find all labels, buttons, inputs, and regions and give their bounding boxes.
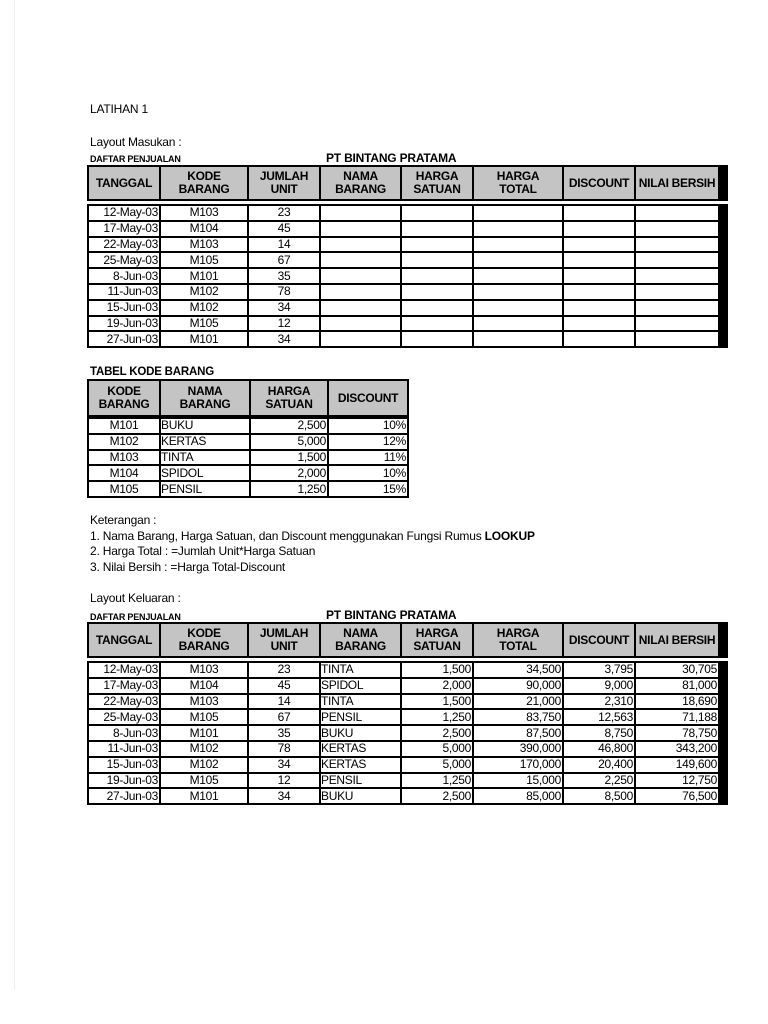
- header-harga-total: HARGA TOTAL: [474, 624, 562, 656]
- table-cell: 1,500: [402, 663, 472, 677]
- table-cell: [402, 317, 472, 331]
- table-cell: [636, 332, 718, 346]
- code-table: [87, 417, 409, 498]
- table-cell: [474, 269, 562, 283]
- table-cell: 5,000: [251, 435, 327, 449]
- table-cell: M102: [89, 435, 159, 449]
- header-discount: DISCOUNT: [329, 381, 407, 415]
- table-cell: 2,310: [564, 695, 634, 709]
- table-cell: 2,500: [402, 789, 472, 803]
- table-cell: 12-May-03: [89, 206, 159, 220]
- table-cell: 2,500: [402, 726, 472, 740]
- header-discount: DISCOUNT: [564, 624, 634, 656]
- header-harga-satuan: HARGA SATUAN: [402, 624, 472, 656]
- table-cell: 15%: [329, 482, 407, 496]
- header-tanggal: TANGGAL: [89, 624, 159, 656]
- table-cell: [321, 317, 400, 331]
- table-cell: M105: [161, 710, 247, 724]
- table-cell: 12%: [329, 435, 407, 449]
- header-nama-barang: NAMA BARANG: [321, 624, 400, 656]
- header-harga-satuan: HARGA SATUAN: [402, 167, 472, 199]
- table-cell: 12-May-03: [89, 663, 159, 677]
- table-cell: [564, 222, 634, 236]
- table-cell: 12: [249, 317, 319, 331]
- table-cell: 23: [249, 206, 319, 220]
- output-company-name: PT BINTANG PRATAMA: [326, 608, 457, 622]
- header-nama-barang: NAMA BARANG: [321, 167, 400, 199]
- table-cell: 12,750: [636, 774, 718, 788]
- table-cell: M104: [161, 222, 247, 236]
- table-cell: 83,750: [474, 710, 562, 724]
- table-cell: [564, 301, 634, 315]
- code-table-title: TABEL KODE BARANG: [90, 366, 214, 378]
- table-cell: 3,795: [564, 663, 634, 677]
- table-cell: 8-Jun-03: [89, 726, 159, 740]
- input-table: [87, 204, 728, 348]
- notes-label: Keterangan :: [90, 513, 157, 527]
- table-cell: 45: [249, 222, 319, 236]
- table-cell: 14: [249, 238, 319, 252]
- table-cell: M101: [161, 332, 247, 346]
- table-cell: 11-Jun-03: [89, 285, 159, 299]
- table-cell: 17-May-03: [89, 679, 159, 693]
- table-cell: [321, 238, 400, 252]
- table-cell: 18,690: [636, 695, 718, 709]
- table-cell: [402, 332, 472, 346]
- table-cell: [636, 253, 718, 267]
- table-cell: M105: [161, 774, 247, 788]
- header-tanggal: TANGGAL: [89, 167, 159, 199]
- table-cell: 25-May-03: [89, 710, 159, 724]
- table-cell: 46,800: [564, 742, 634, 756]
- table-cell: 5,000: [402, 742, 472, 756]
- table-cell: 15-Jun-03: [89, 758, 159, 772]
- table-cell: M102: [161, 285, 247, 299]
- table-cell: [321, 206, 400, 220]
- note-line-1-text: 1. Nama Barang, Harga Satuan, dan Discount menggunakan Fungsi Rumus: [90, 529, 485, 543]
- table-cell: 170,000: [474, 758, 562, 772]
- table-cell: 45: [249, 679, 319, 693]
- table-cell: [636, 317, 718, 331]
- note-line-3: 3. Nilai Bersih : =Harga Total-Discount: [90, 560, 286, 574]
- table-cell: BUKU: [161, 419, 249, 433]
- table-cell: [474, 317, 562, 331]
- table-cell: [474, 253, 562, 267]
- note-line-1: [90, 529, 535, 543]
- table-cell: [402, 253, 472, 267]
- table-cell: 78: [249, 285, 319, 299]
- table-cell: 90,000: [474, 679, 562, 693]
- table-cell: 1,500: [251, 451, 327, 465]
- table-cell: 8,750: [564, 726, 634, 740]
- table-cell: [321, 301, 400, 315]
- table-cell: [564, 317, 634, 331]
- note-line-2: 2. Harga Total : =Jumlah Unit*Harga Satuan: [90, 544, 316, 558]
- page-edge: [14, 0, 15, 990]
- note-line-1-bold: LOOKUP: [484, 529, 535, 543]
- table-cell: M102: [161, 301, 247, 315]
- table-cell: [402, 238, 472, 252]
- table-cell: M104: [89, 466, 159, 480]
- table-cell: M105: [89, 482, 159, 496]
- header-harga-satuan: HARGA SATUAN: [251, 381, 327, 415]
- table-cell: [564, 269, 634, 283]
- table-cell: 23: [249, 663, 319, 677]
- table-cell: [474, 301, 562, 315]
- table-cell: PENSIL: [321, 710, 400, 724]
- header-nilai-bersih: NILAI BERSIH: [636, 624, 718, 656]
- table-cell: 8,500: [564, 789, 634, 803]
- table-cell: 22-May-03: [89, 238, 159, 252]
- table-cell: 9,000: [564, 679, 634, 693]
- table-cell: 22-May-03: [89, 695, 159, 709]
- table-cell: [474, 332, 562, 346]
- table-cell: 390,000: [474, 742, 562, 756]
- table-cell: 5,000: [402, 758, 472, 772]
- table-cell: 25-May-03: [89, 253, 159, 267]
- table-cell: 2,500: [251, 419, 327, 433]
- table-cell: [564, 206, 634, 220]
- table-cell: M102: [161, 758, 247, 772]
- table-cell: M105: [161, 253, 247, 267]
- table-cell: 2,250: [564, 774, 634, 788]
- table-cell: 10%: [329, 419, 407, 433]
- table-cell: M105: [161, 317, 247, 331]
- output-table: [87, 661, 728, 805]
- table-cell: PENSIL: [321, 774, 400, 788]
- table-cell: 34,500: [474, 663, 562, 677]
- header-jumlah-unit: JUMLAH UNIT: [249, 167, 319, 199]
- table-cell: [402, 206, 472, 220]
- table-cell: 1,250: [251, 482, 327, 496]
- header-harga-total: HARGA TOTAL: [474, 167, 562, 199]
- table-cell: M103: [89, 451, 159, 465]
- header-kode-barang: KODE BARANG: [161, 624, 247, 656]
- table-cell: 21,000: [474, 695, 562, 709]
- input-layout-label: Layout Masukan :: [90, 135, 182, 149]
- table-cell: 34: [249, 758, 319, 772]
- table-cell: 30,705: [636, 663, 718, 677]
- table-cell: M101: [89, 419, 159, 433]
- table-cell: 78: [249, 742, 319, 756]
- table-cell: 81,000: [636, 679, 718, 693]
- table-cell: 12,563: [564, 710, 634, 724]
- code-table-header: [87, 379, 409, 417]
- page-title: LATIHAN 1: [90, 102, 148, 116]
- table-cell: 17-May-03: [89, 222, 159, 236]
- input-sheet-title: DAFTAR PENJUALAN: [90, 154, 181, 164]
- table-cell: 10%: [329, 466, 407, 480]
- table-cell: [321, 269, 400, 283]
- table-cell: 71,188: [636, 710, 718, 724]
- table-cell: [474, 238, 562, 252]
- table-cell: BUKU: [321, 789, 400, 803]
- table-cell: M102: [161, 742, 247, 756]
- table-cell: TINTA: [321, 695, 400, 709]
- output-table-header: [87, 622, 728, 658]
- table-cell: 2,000: [402, 679, 472, 693]
- table-cell: [636, 206, 718, 220]
- table-cell: [564, 285, 634, 299]
- table-cell: 15-Jun-03: [89, 301, 159, 315]
- header-nama-barang: NAMA BARANG: [161, 381, 249, 415]
- table-cell: 67: [249, 710, 319, 724]
- table-cell: [321, 253, 400, 267]
- header-kode-barang: KODE BARANG: [89, 381, 159, 415]
- table-cell: M103: [161, 663, 247, 677]
- table-cell: 11%: [329, 451, 407, 465]
- input-table-header: [87, 165, 728, 201]
- table-cell: [402, 285, 472, 299]
- table-cell: 19-Jun-03: [89, 317, 159, 331]
- table-cell: M103: [161, 206, 247, 220]
- table-cell: [564, 332, 634, 346]
- table-cell: 343,200: [636, 742, 718, 756]
- table-cell: KERTAS: [161, 435, 249, 449]
- table-cell: 76,500: [636, 789, 718, 803]
- table-cell: KERTAS: [321, 742, 400, 756]
- header-discount: DISCOUNT: [564, 167, 634, 199]
- table-cell: [636, 285, 718, 299]
- table-cell: SPIDOL: [161, 466, 249, 480]
- table-cell: BUKU: [321, 726, 400, 740]
- table-cell: [474, 206, 562, 220]
- header-kode-barang: KODE BARANG: [161, 167, 247, 199]
- table-cell: 67: [249, 253, 319, 267]
- table-cell: 35: [249, 269, 319, 283]
- table-cell: M101: [161, 789, 247, 803]
- table-cell: 34: [249, 301, 319, 315]
- table-cell: 20,400: [564, 758, 634, 772]
- table-cell: [636, 222, 718, 236]
- table-cell: M103: [161, 238, 247, 252]
- table-cell: [321, 222, 400, 236]
- header-jumlah-unit: JUMLAH UNIT: [249, 624, 319, 656]
- table-cell: 11-Jun-03: [89, 742, 159, 756]
- table-cell: 85,000: [474, 789, 562, 803]
- table-cell: [474, 222, 562, 236]
- table-cell: TINTA: [161, 451, 249, 465]
- output-layout-label: Layout Keluaran :: [90, 591, 181, 605]
- table-cell: M103: [161, 695, 247, 709]
- input-company-name: PT BINTANG PRATAMA: [326, 151, 457, 165]
- table-cell: 1,250: [402, 774, 472, 788]
- table-cell: TINTA: [321, 663, 400, 677]
- table-cell: SPIDOL: [321, 679, 400, 693]
- table-cell: [321, 285, 400, 299]
- table-cell: 8-Jun-03: [89, 269, 159, 283]
- output-sheet-title: DAFTAR PENJUALAN: [90, 612, 181, 622]
- table-cell: 15,000: [474, 774, 562, 788]
- table-cell: 34: [249, 332, 319, 346]
- table-cell: 19-Jun-03: [89, 774, 159, 788]
- table-cell: 14: [249, 695, 319, 709]
- table-cell: M101: [161, 726, 247, 740]
- table-cell: 27-Jun-03: [89, 332, 159, 346]
- table-cell: [636, 269, 718, 283]
- table-cell: 1,500: [402, 695, 472, 709]
- header-nilai-bersih: NILAI BERSIH: [636, 167, 718, 199]
- table-cell: M104: [161, 679, 247, 693]
- table-cell: 27-Jun-03: [89, 789, 159, 803]
- table-cell: 35: [249, 726, 319, 740]
- table-cell: 34: [249, 789, 319, 803]
- table-cell: PENSIL: [161, 482, 249, 496]
- table-cell: 2,000: [251, 466, 327, 480]
- table-cell: [402, 269, 472, 283]
- table-cell: [321, 332, 400, 346]
- table-cell: [474, 285, 562, 299]
- table-cell: 1,250: [402, 710, 472, 724]
- table-cell: 87,500: [474, 726, 562, 740]
- table-cell: 12: [249, 774, 319, 788]
- table-cell: [636, 238, 718, 252]
- table-cell: [402, 301, 472, 315]
- table-cell: [564, 253, 634, 267]
- table-cell: 149,600: [636, 758, 718, 772]
- table-cell: [402, 222, 472, 236]
- table-cell: 78,750: [636, 726, 718, 740]
- table-cell: KERTAS: [321, 758, 400, 772]
- table-cell: [564, 238, 634, 252]
- table-cell: [636, 301, 718, 315]
- table-cell: M101: [161, 269, 247, 283]
